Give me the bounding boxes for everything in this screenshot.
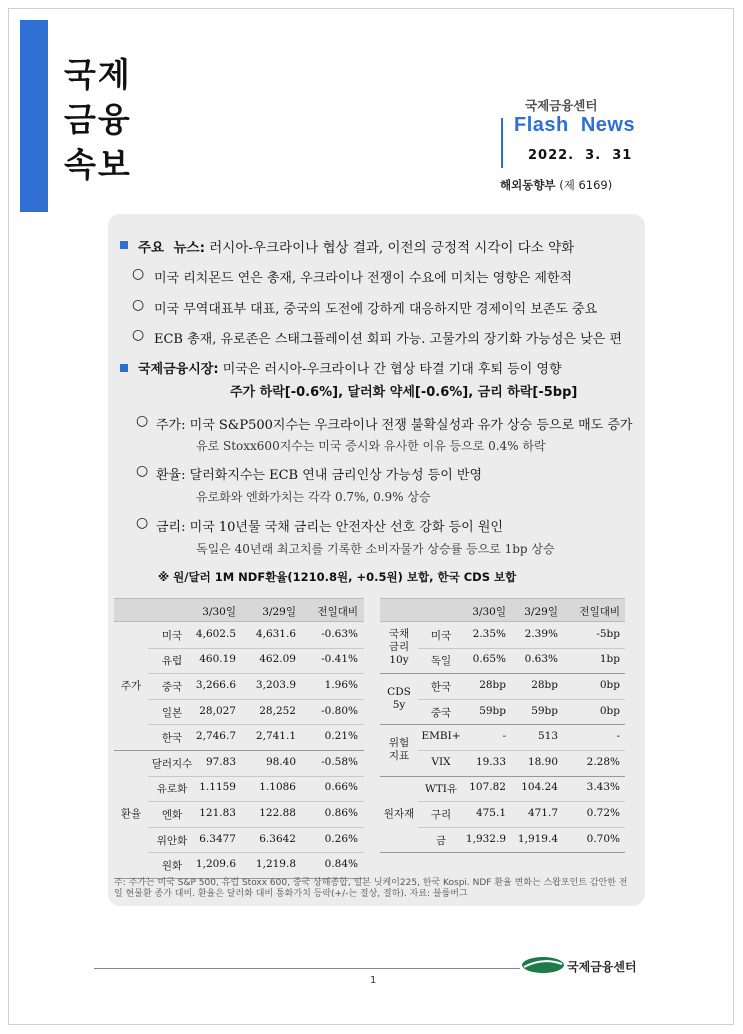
logo-text: 국제금융센터 [567,960,637,974]
table-cell: 6.3477 [199,832,236,845]
table-cell: 513 [537,730,558,743]
row-divider [148,724,364,725]
table-cell: 4,631.6 [255,627,296,640]
market-item-text: 미국 10년물 국채 금리는 안전자산 선호 강화 등이 원인 [189,520,503,535]
group-divider [380,776,625,777]
title-line-2: 금융 [64,100,132,139]
bullet-square-icon [120,241,128,249]
table-cell: 0.86% [324,807,358,819]
column-header: 3/30일 [472,606,506,618]
row-divider [148,648,364,649]
column-header: 3/30일 [202,606,236,618]
table-cell: 0.70% [586,832,620,845]
table-cell: 6.3642 [259,832,296,845]
row-label: 중국 [161,681,183,693]
table-cell: 1,919.4 [517,832,558,845]
row-label: VIX [431,755,451,768]
footnote: 주: 주가는 미국 S&P 500, 유럽 Stoxx 600, 중국 상해종합, 일본 닛케이225, 한국 Kospi. NDF 환율 변화는 스왑포인트 감안한 전일 현물환 종가 대비. 환율은 달러화 대비 통화가치 등락(+/-는 절상, 절하). 자료: 블룸버그 [114,878,628,899]
table-cell: 471.7 [527,807,558,819]
news-headline [138,236,574,256]
table-cell: 59bp [531,704,558,717]
table-cell: 28,252 [259,704,296,717]
group-label: 위험 지표 [388,737,410,762]
row-label: 금 [435,834,447,847]
table-cell: -0.80% [321,704,358,717]
table-cell: 475.1 [475,807,506,819]
table-cell: 2,746.7 [195,730,236,743]
table-cell: 1.96% [324,679,358,691]
page-number: 1 [370,975,377,986]
row-label: 달러지수 [151,757,193,770]
table-cell: 18.90 [527,755,558,768]
table-cell: 1bp [599,653,620,666]
title-line-1: 국제 [64,55,132,94]
report-date: 2022. 3. 31 [528,148,633,163]
row-label: 엔화 [161,809,183,821]
table-cell: 1,932.9 [465,832,506,845]
table-cell: 1,209.6 [195,858,236,871]
market-item-sub: 유로화와 엔화가치는 각각 0.7%, 0.9% 상승 [196,490,431,504]
table-cell: -0.41% [321,653,358,666]
center-name: 국제금융센터 [525,98,598,113]
table-cell: 0.65% [472,653,506,666]
market-item-label: 주가: [156,418,186,433]
market-label: 국제금융시장: [138,362,219,377]
circle-bullet-icon: ○ [136,463,149,479]
market-item-sub: 독일은 40년래 최고치를 기록한 소비자물가 상승률 등으로 1bp 상승 [196,542,555,556]
news-item: ECB 총재, 유로존은 스태그플레이션 회피 가능. 고물가의 장기화 가능성은 낮은 편 [154,332,622,347]
left-market-table [114,598,364,878]
group-label: 환율 [120,807,142,820]
issue-number: (제 6169) [559,178,613,192]
row-label: 독일 [430,655,452,668]
table-cell: 462.09 [259,653,296,666]
row-label: WTI유 [424,783,458,796]
group-label: CDS 5y [387,685,411,711]
table-cell: 3,266.6 [195,679,236,691]
table-cell: 2,741.1 [255,730,296,743]
footer-rule [94,968,520,969]
row-divider [148,673,364,674]
column-header: 전일대비 [317,606,358,618]
table-cell: 4,602.5 [195,627,236,640]
bullet-square-icon [120,364,128,372]
circle-bullet-icon: ○ [132,297,145,313]
group-label: 국채 금리 10y [388,628,410,667]
market-item-stocks [156,414,633,433]
row-label: 구리 [430,809,452,821]
row-divider [418,827,625,828]
row-label: 미국 [161,629,183,642]
row-label: 일본 [161,706,183,719]
table-cell: -5bp [596,627,620,640]
market-item-sub: 유로 Stoxx600지수는 미국 증시와 유사한 이유 등으로 0.4% 하락 [196,439,546,453]
row-label: EMBI+ [421,730,461,743]
table-cell: 2.39% [524,627,558,640]
table-cell: 98.40 [265,755,296,768]
row-divider [418,648,625,649]
market-item-fx [156,464,482,483]
table-cell: - [502,730,506,743]
news-text: 러시아-우크라이나 협상 결과, 이전의 긍정적 시각이 다소 약화 [209,240,575,256]
header-divider [501,118,503,168]
table-cell: 0.84% [324,858,358,871]
row-label: 유럽 [161,655,183,668]
table-cell: 0.63% [524,653,558,666]
market-item-label: 환율: [156,468,186,483]
circle-bullet-icon: ○ [136,515,149,531]
table-cell: 460.19 [199,653,236,666]
table-cell: 122.88 [259,807,296,819]
row-label: 미국 [430,629,452,642]
column-header: 전일대비 [579,606,620,618]
row-label: 위안화 [156,834,188,847]
table-cell: 104.24 [521,781,558,794]
row-divider [148,827,364,828]
news-item: 미국 리치몬드 연은 총재, 우크라이나 전쟁이 수요에 미치는 영향은 제한적 [154,271,573,286]
table-cell: - [616,730,620,743]
table-cell: 1,219.8 [255,858,296,871]
row-label: 유로화 [156,783,188,796]
group-divider [380,852,625,853]
market-headline [138,358,562,377]
table-cell: 28,027 [199,704,236,717]
ndf-note: ※ 원/달러 1M NDF환율(1210.8원, +0.5원) 보합, 한국 CDS 보합 [158,570,517,584]
market-text: 미국은 러시아-우크라이나 간 협상 타결 기대 후퇴 등이 영향 [222,362,562,377]
group-label: 주가 [120,679,142,692]
table-cell: 59bp [479,704,506,717]
table-cell: 0.21% [324,730,358,743]
group-divider [380,673,625,674]
table-cell: 0.72% [586,807,620,819]
table-cell: 121.83 [199,807,236,819]
report-title [64,52,132,187]
market-item-label: 금리: [156,520,186,535]
circle-bullet-icon: ○ [136,413,149,429]
table-cell: 97.83 [205,755,236,768]
table-cell: 19.33 [475,755,506,768]
table-cell: 107.82 [469,781,506,794]
news-item: 미국 무역대표부 대표, 중국의 도전에 강하게 대응하지만 경제이익 보존도 중요 [154,302,598,317]
row-divider [148,699,364,700]
table-cell: 0.66% [324,781,358,794]
circle-bullet-icon: ○ [132,266,145,282]
table-cell: 0bp [599,679,620,691]
title-line-3: 속보 [64,145,132,184]
row-divider [418,699,625,700]
table-cell: 1.1159 [199,781,236,794]
row-divider [418,750,625,751]
right-market-table [380,598,625,878]
column-header: 3/29일 [262,606,296,618]
row-divider [418,801,625,802]
group-divider [114,750,364,751]
table-cell: -0.58% [321,755,358,768]
row-label: 한국 [430,681,452,693]
row-divider [148,776,364,777]
row-divider [148,852,364,853]
news-label: 주요 뉴스: [138,240,205,256]
market-item-text: 미국 S&P500지수는 우크라이나 전쟁 불확실성과 유가 상승 등으로 매도 증가 [189,418,633,433]
table-cell: 0.26% [324,832,358,845]
dept-name: 해외동향부 [500,178,556,192]
group-divider [380,724,625,725]
market-item-text: 달러화지수는 ECB 연내 금리인상 가능성 등이 반영 [189,468,483,483]
flash-news-label: Flash News [514,114,636,136]
table-cell: 2.28% [586,755,620,768]
row-divider [148,801,364,802]
circle-bullet-icon: ○ [132,327,145,343]
table-cell: 2.35% [472,627,506,640]
table-cell: 3.43% [586,781,620,794]
department [500,177,612,193]
table-cell: 0bp [599,704,620,717]
row-label: 한국 [161,732,183,745]
table-cell: -0.63% [321,627,358,640]
table-cell: 28bp [479,679,506,691]
table-cell: 3,203.9 [255,679,296,691]
market-highlight: 주가 하락[-0.6%], 달러화 약세[-0.6%], 금리 하락[-5bp] [230,385,578,400]
kcif-logo-icon [521,955,565,975]
group-label: 원자재 [383,807,415,820]
table-cell: 28bp [531,679,558,691]
table-cell: 1.1086 [259,781,296,794]
market-item-rates [156,516,503,535]
row-label: 원화 [161,860,183,873]
row-label: 중국 [430,706,452,719]
accent-bar [20,20,48,212]
column-header: 3/29일 [524,606,558,618]
